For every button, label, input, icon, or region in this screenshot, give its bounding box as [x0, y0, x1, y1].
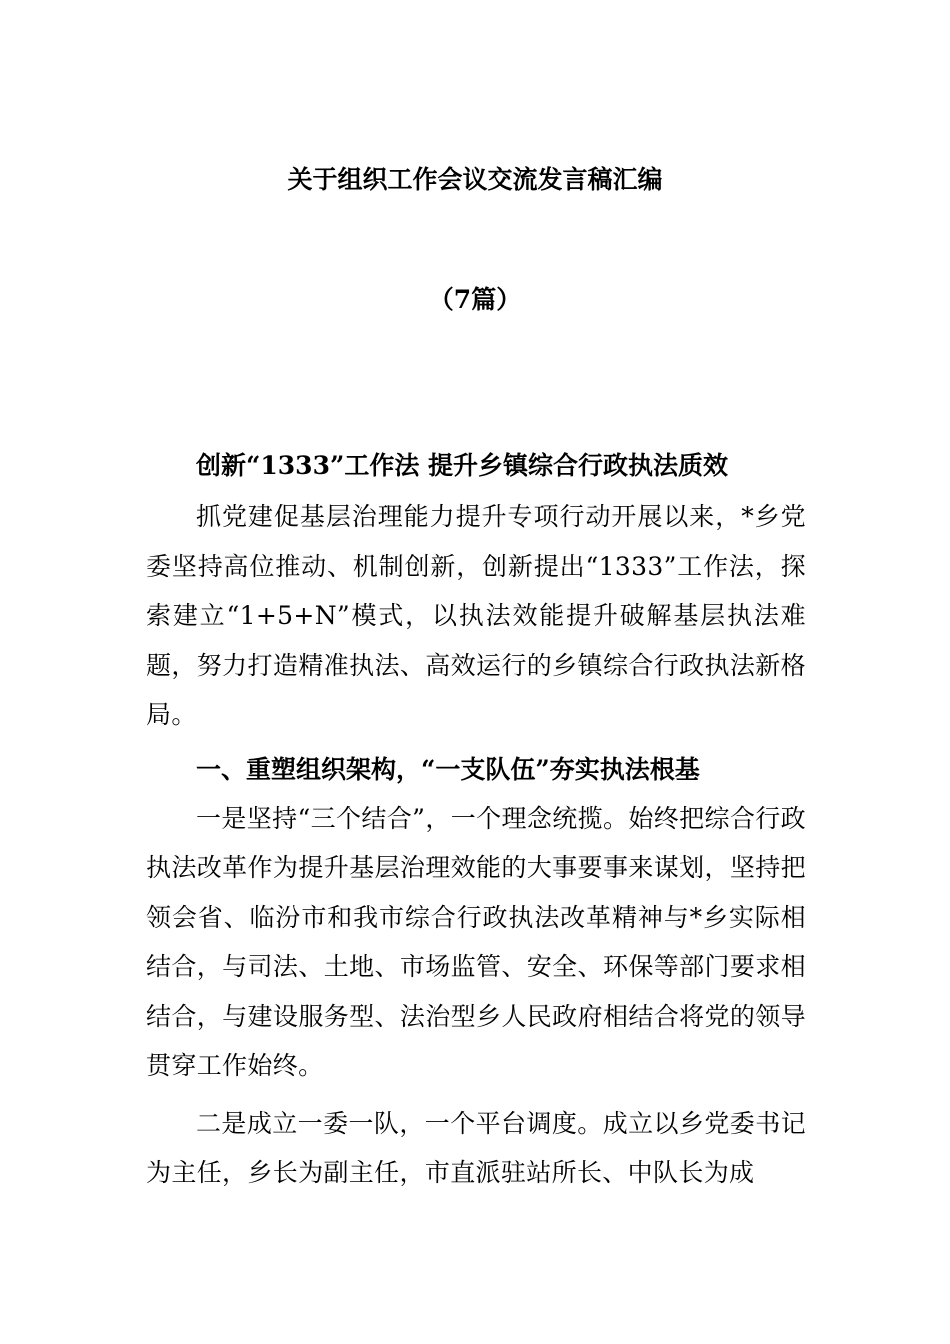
document-body	[146, 442, 806, 1198]
document-count: （7篇）	[428, 285, 522, 314]
section-heading: 一、重塑组织架构，“一支队伍”夯实执法根基	[196, 754, 700, 784]
article-title: 创新“1333”工作法 提升乡镇综合行政执法质效	[196, 451, 729, 480]
body-paragraph: 二是成立一委一队，一个平台调度。成立以乡党委书记为主任，乡长为副主任，市直派驻站所长、中队长为成	[146, 1108, 806, 1187]
body-paragraph: 一是坚持“三个结合”，一个理念统揽。始终把综合行政执法改革作为提升基层治理效能的大事要事来谋划，坚持把领会省、临汾市和我市综合行政执法改革精神与*乡实际相结合，与司法、土地、市场监管、安全、环保等部门要求相结合，与建设服务型、法治型乡人民政府相结合将党的领导贯穿工作始终。	[146, 803, 806, 1080]
intro-paragraph: 抓党建促基层治理能力提升专项行动开展以来，*乡党委坚持高位推动、机制创新，创新提出“1333”工作法，探索建立“1+5+N”模式，以执法效能提升破解基层执法难题，努力打造精准执法、高效运行的乡镇综合行政执法新格局。	[146, 502, 806, 729]
document-title: 关于组织工作会议交流发言稿汇编	[287, 165, 663, 194]
